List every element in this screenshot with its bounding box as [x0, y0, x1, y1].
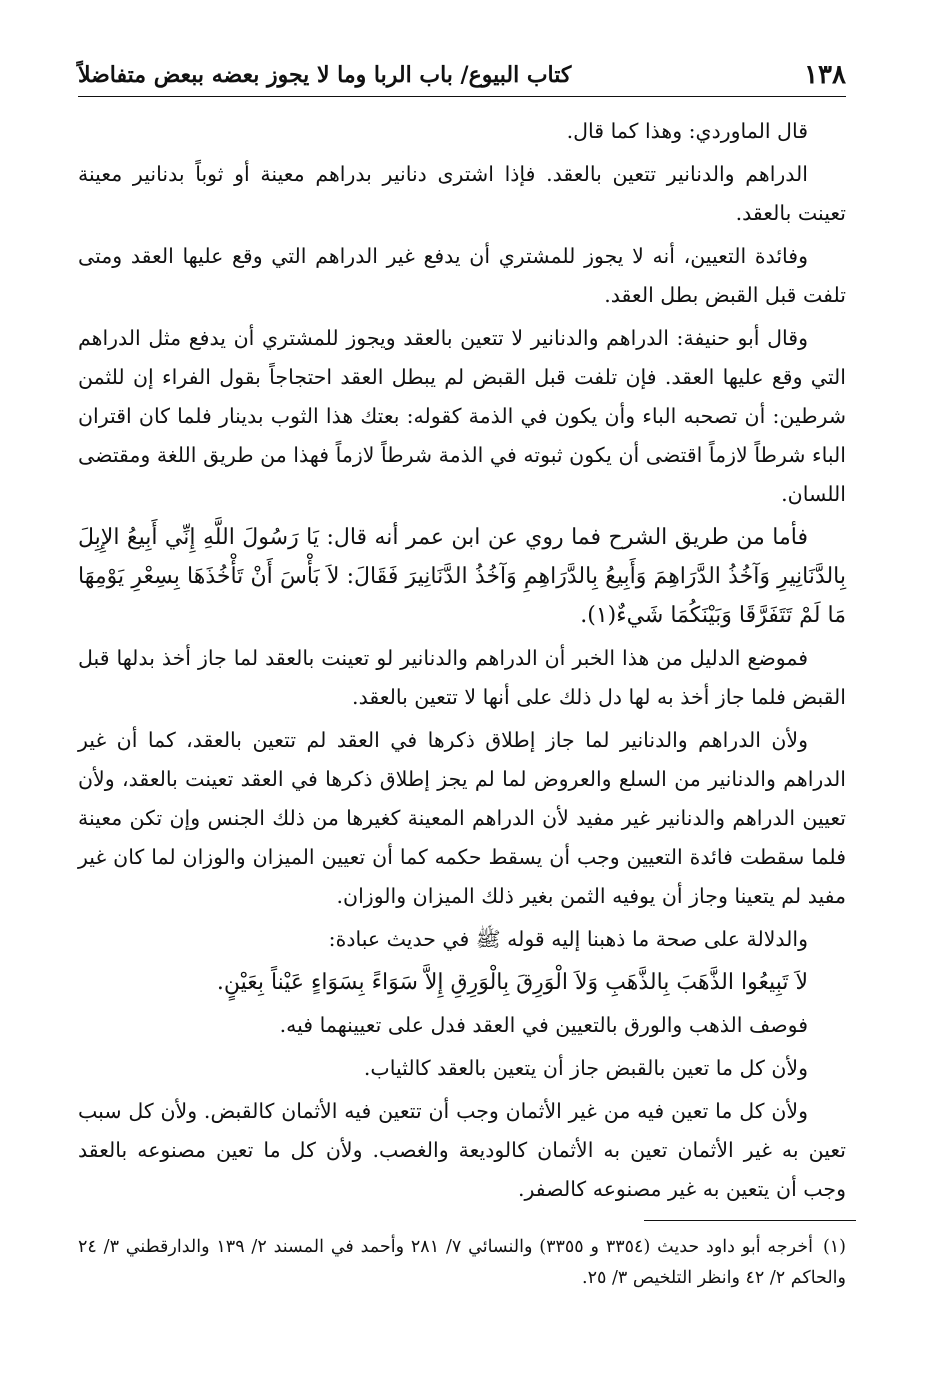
paragraph: والدلالة على صحة ما ذهبنا إليه قوله ﷺ في حديث عبادة:	[328, 927, 808, 951]
footnote-marker: (١)	[822, 1237, 846, 1257]
paragraph-hadith: فأما من طريق الشرح فما روي عن ابن عمر أنه قال: يَا رَسُولَ اللَّهِ إِنِّي أَبِيعُ الإِبِلَ بِالدَّنَانِيرِ وَآخُذُ الدَّرَاهِمَ وَأَبِيعُ بِالدَّرَاهِمِ وَآخُذُ الدَّنَانِيرَ فَقَالَ: لاَ بَأْسَ أَنْ تَأْخُذَهَا بِسِعْرِ يَوْمِهَا مَا لَمْ تَتَفَرَّقَا وَبَيْنَكُمَا شَيءٌ(١).	[78, 525, 846, 628]
paragraph: وفائدة التعيين، أنه لا يجوز للمشتري أن يدفع غير الدراهم التي وقع عليها العقد ومتى تلفت قبل القبض بطل العقد.	[78, 244, 846, 307]
footnote	[78, 1232, 846, 1294]
page-header	[78, 56, 846, 97]
paragraph: قال الماوردي: وهذا كما قال.	[566, 119, 808, 143]
paragraph: ولأن الدراهم والدنانير لما جاز إطلاق ذكرها في العقد لم تتعين بالعقد، كما أن غير الدراهم والدنانير من السلع والعروض لما لم يجز إطلاق ذكرها في العقد تعينت بالعقد، ولأن تعيين الدراهم والدنانير غير مفيد لأن الدراهم المعينة كغيرها من ذلك الجنس وإن تكن معينة فلما سقطت فائدة التعيين وجب أن يسقط حكمه كما أن تعيين الميزان والوزان لما كان غير مفيد لم يتعينا وجاز أن يوفيه الثمن بغير ذلك الميزان والوزان.	[78, 728, 846, 908]
page-number: ١٣٨	[804, 60, 846, 90]
main-text	[78, 112, 846, 1213]
paragraph: ولأن كل ما تعين بالقبض جاز أن يتعين بالعقد كالثياب.	[363, 1056, 808, 1080]
paragraph: الدراهم والدنانير تتعين بالعقد. فإذا اشترى دنانير بدراهم معينة أو ثوباً بدنانير معينة تعينت بالعقد.	[78, 162, 846, 225]
paragraph: فوصف الذهب والورق بالتعيين في العقد فدل على تعيينهما فيه.	[279, 1013, 808, 1037]
footnote-separator	[644, 1220, 856, 1221]
paragraph-hadith: لاَ تَبِيعُوا الذَّهَبَ بِالذَّهَبِ وَلاَ الْوَرِقَ بِالْوَرِقِ إِلاَّ سَوَاءً بِسَوَاءٍ عَيْناً بِعَيْنٍ.	[216, 970, 808, 995]
paragraph: وقال أبو حنيفة: الدراهم والدنانير لا تتعين بالعقد ويجوز للمشتري أن يدفع مثل الدراهم التي وقع عليها العقد. فإن تلفت قبل القبض لم يبطل العقد احتجاجاً بقول الفراء إن للثمن شرطين: أن تصحبه الباء وأن يكون في الذمة كقوله: بعتك هذا الثوب بدينار فلما كان اقتران الباء شرطاً لازماً اقتضى أن يكون ثبوته في الذمة شرطاً لازماً فهذا من طريق اللغة ومقتضى اللسان.	[78, 326, 846, 506]
paragraph: ولأن كل ما تعين فيه من غير الأثمان وجب أن تتعين فيه الأثمان كالقبض. ولأن كل سبب تعين به غير الأثمان تعين به الأثمان كالوديعة والغصب. ولأن كل ما تعين مصنوعه بالعقد وجب أن يتعين به غير مصنوعه كالصفر.	[78, 1099, 846, 1201]
footnote-text: أخرجه أبو داود حديث (٣٣٥٤ و ٣٣٥٥) والنسائي ٧/ ٢٨١ وأحمد في المسند ٢/ ١٣٩ والدارقطني ٣/ ٢٤ والحاكم ٢/ ٤٢ وانظر التلخيص ٣/ ٢٥.	[78, 1237, 846, 1288]
paragraph: فموضع الدليل من هذا الخبر أن الدراهم والدنانير لو تعينت بالعقد لما جاز أخذ بدلها قبل القبض فلما جاز أخذ به لها دل ذلك على أنها لا تتعين بالعقد.	[78, 646, 846, 709]
running-title: كتاب البيوع/ باب الربا وما لا يجوز بعضه ببعض متفاضلاً	[78, 62, 572, 88]
